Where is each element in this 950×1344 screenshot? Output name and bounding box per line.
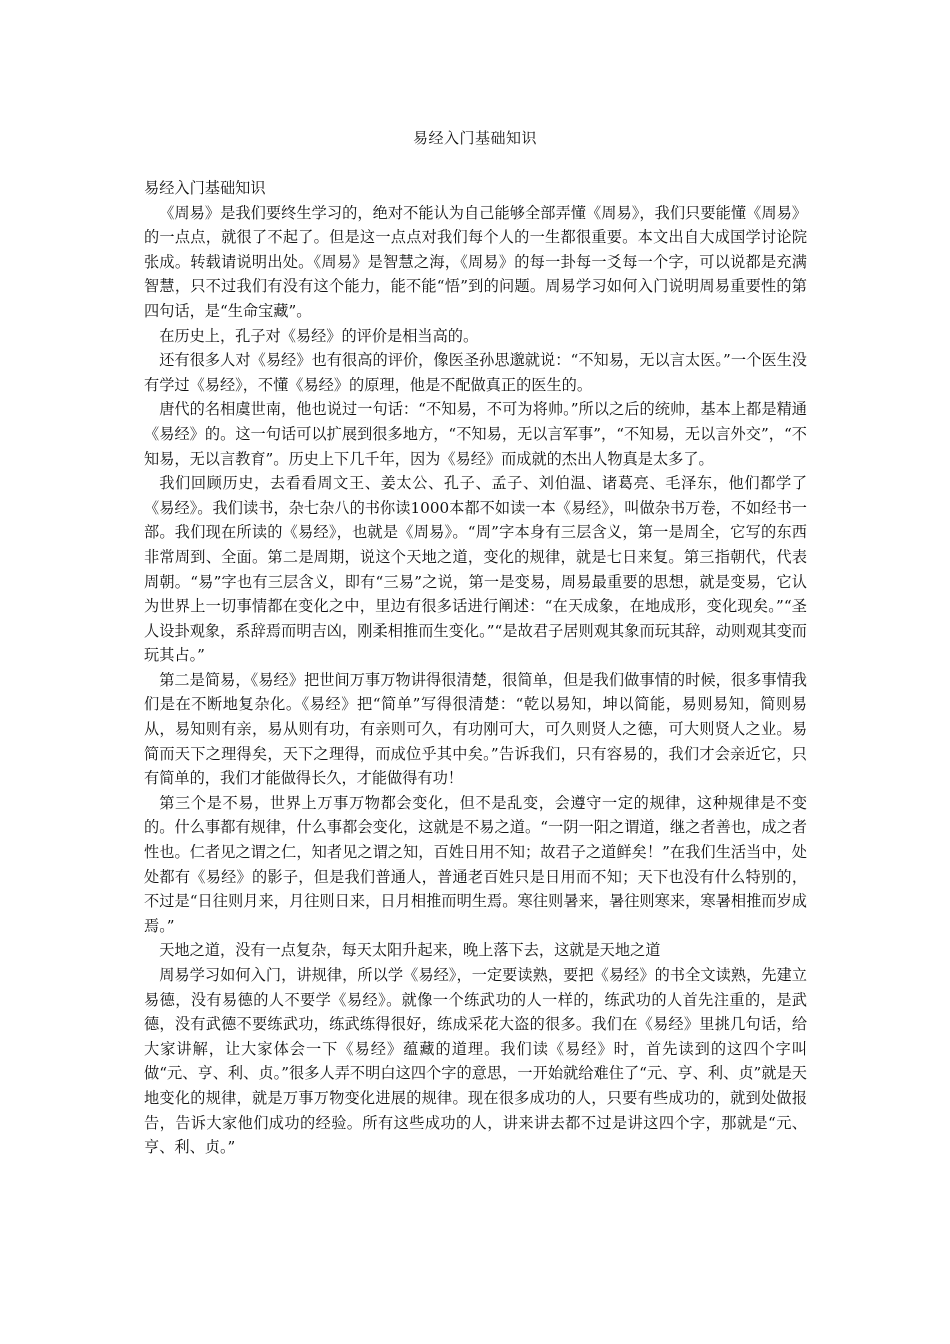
- paragraph-5: 我们回顾历史，去看看周文王、姜太公、孔子、孟子、刘伯温、诸葛亮、毛泽东，他们都学了《易经》。我们读书，杂七杂八的书你读1000本都不如读一本《易经》，叫做杂书万卷，不如经书一部。我们现在所读的《易经》，也就是《周易》。“周”字本身有三层含义，第一是周全，它写的东西非常周到、全面。第二是周期，说这个天地之道，变化的规律，就是七日来复。第三指朝代，代表周朝。“易”字也有三层含义，即有“三易”之说，第一是变易，周易最重要的思想，就是变易，它认为世界上一切事情都在变化之中，里边有很多话进行阐述：“在天成象，在地成形，变化现矣。”“圣人设卦观象，系辞焉而明吉凶，刚柔相推而生变化。”“是故君子居则观其象而玩其辞，动则观其变而玩其占。”: [144, 474, 807, 665]
- document-subtitle: 易经入门基础知识: [144, 179, 266, 197]
- paragraph-9: 周易学习如何入门，讲规律，所以学《易经》，一定要读熟，要把《易经》的书全文读熟，先建立易德，没有易德的人不要学《易经》。就像一个练武功的人一样的，练武功的人首先注重的，是武德，没有武德不要练武功，练武练得很好，练成采花大盗的很多。我们在《易经》里挑几句话，给大家讲解，让大家体会一下《易经》蕴藏的道理。我们读《易经》时，首先读到的这四个字叫做“元、亨、利、贞。”很多人弄不明白这四个字的意思，一开始就给难住了“元、亨、利、贞”就是天地变化的规律，就是万事万物变化进展的规律。现在很多成功的人，只要有些成功的，就到处做报告，告诉大家他们成功的经验。所有这些成功的人，讲来讲去都不过是讲这四个字，那就是“元、亨、利、贞。”: [144, 966, 807, 1157]
- document-body: [144, 176, 807, 1160]
- paragraph-2: 在历史上，孔子对《易经》的评价是相当高的。: [159, 326, 479, 345]
- paragraph-3: 还有很多人对《易经》也有很高的评价，像医圣孙思邈就说：“不知易，无以言太医。”一个医生没有学过《易经》，不懂《易经》的原理，他是不配做真正的医生的。: [144, 351, 807, 394]
- paragraph-1: 《周易》是我们要终生学习的，绝对不能认为自己能够全部弄懂《周易》，我们只要能懂《周易》的一点点，就很了不起了。但是这一点点对我们每个人的一生都很重要。本文出自大成国学讨论院张成。转载请说明出处。《周易》是智慧之海，《周易》的每一卦每一爻每一个字，可以说都是充满智慧，只不过我们有没有这个能力，能不能“悟”到的问题。周易学习如何入门说明周易重要性的第四句话，是“生命宝藏”。: [144, 203, 807, 320]
- paragraph-6: 第二是简易，《易经》把世间万事万物讲得很清楚，很简单，但是我们做事情的时候，很多事情我们是在不断地复杂化。《易经》把“简单”写得很清楚：“乾以易知，坤以简能，易则易知，简则易从，易知则有亲，易从则有功，有亲则可久，有功刚可大，可久则贤人之德，可大则贤人之业。易简而天下之理得矣，天下之理得，而成位乎其中矣。”告诉我们，只有容易的，我们才会亲近它，只有简单的，我们才能做得长久，才能做得有功！: [144, 670, 807, 788]
- paragraph-8: 天地之道，没有一点复杂，每天太阳升起来，晚上落下去，这就是天地之道: [159, 941, 661, 960]
- document-title: 易经入门基础知识: [412, 129, 537, 147]
- paragraph-7: 第三个是不易，世界上万事万物都会变化，但不是乱变，会遵守一定的规律，这种规律是不变的。什么事都有规律，什么事都会变化，这就是不易之道。“一阴一阳之谓道，继之者善也，成之者性也。仁者见之谓之仁，知者见之谓之知，百姓日用不知；故君子之道鲜矣！”在我们生活当中，处处都有《易经》的影子，但是我们普通人，普通老百姓只是日用而不知；天下也没有什么特别的，不过是“日往则月来，月往则日来，日月相推而明生焉。寒往则暑来，暑往则寒来，寒暑相推而岁成焉。”: [144, 793, 807, 935]
- paragraph-4: 唐代的名相虞世南，他也说过一句话：“不知易，不可为将帅。”所以之后的统帅，基本上都是精通《易经》的。这一句话可以扩展到很多地方，“不知易，无以言军事”，“不知易，无以言外交”，“不知易，无以言教育”。历史上下几千年，因为《易经》而成就的杰出人物真是太多了。: [144, 400, 807, 468]
